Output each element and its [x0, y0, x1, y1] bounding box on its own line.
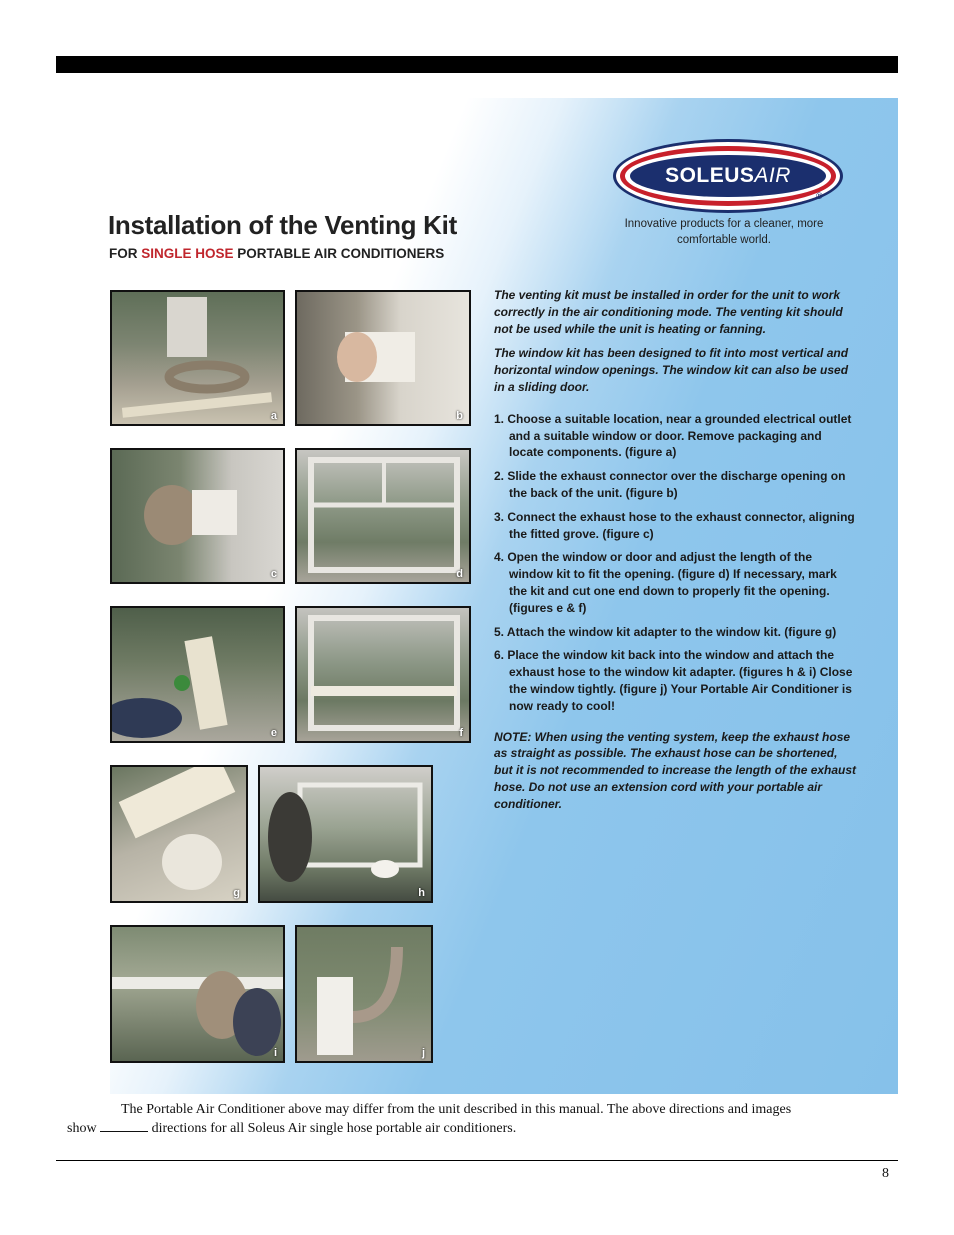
figure-i-scene [112, 927, 283, 1061]
figure-g-scene [112, 767, 246, 901]
top-black-bar [56, 56, 898, 73]
page-subtitle [109, 246, 444, 261]
step-item: 3. Connect the exhaust hose to the exhaust connector, aligning the fitted grove. (figure c) [494, 509, 855, 541]
figure-h-scene [260, 767, 431, 901]
page-title: Installation of the Venting Kit [108, 210, 457, 240]
logo-wordmark [630, 155, 826, 197]
step-item: 4. Open the window or door and adjust the length of the window kit to fit the opening. (figure d) If necessary, mark the kit and cut one end down to properly fit the opening. (figures e & f) [494, 550, 837, 615]
figure-f-scene [297, 608, 469, 741]
figure-b-scene [297, 292, 469, 424]
step-item: 1. Choose a suitable location, near a grounded electrical outlet and a suitable window or door. Remove packaging and locate components. (figure a) [494, 411, 852, 460]
figure-e-scene [112, 608, 283, 741]
figure-h-photo [258, 765, 433, 903]
figure-b-photo [295, 290, 471, 426]
figure-letter: c [270, 568, 277, 580]
logo-brand: SOLEUS [665, 164, 755, 187]
subtitle-post: PORTABLE AIR CONDITIONERS [233, 246, 445, 261]
figure-c-photo [110, 448, 285, 584]
intro-paragraph: The venting kit must be installed in order for the unit to work correctly in the air conditioning mode. The venting kit should not be used while the unit is heating or fanning. [494, 288, 843, 336]
figure-letter: i [273, 1047, 277, 1059]
footer-line-2-pre: show [67, 1121, 97, 1136]
step-item: 5. Attach the window kit adapter to the window kit. (figure g) [494, 624, 837, 639]
figure-j-scene [297, 927, 431, 1061]
figure-letter: f [459, 727, 463, 739]
step-item: 6. Place the window kit back into the window and attach the exhaust hose to the window kit adapter. (figures h & i) Close the window tightly. (figure j) Your Portable Air Conditioner is now ready to cool! [494, 648, 853, 713]
figure-g-photo [110, 765, 248, 903]
footer-line-2 [67, 1119, 887, 1138]
figure-letter: d [456, 568, 463, 580]
page-number: 8 [882, 1166, 889, 1181]
intro-paragraph: The window kit has been designed to fit into most vertical and horizontal window openings. The window kit can also be used in a sliding door. [494, 346, 849, 394]
figure-d-scene [297, 450, 469, 582]
logo-tagline: Innovative products for a cleaner, more comfortable world. [624, 218, 824, 246]
figure-letter: j [421, 1047, 425, 1059]
figure-c-scene [112, 450, 283, 582]
figure-a-scene [112, 292, 283, 424]
registered-mark: ® [816, 191, 823, 201]
figure-letter: a [270, 410, 277, 422]
figure-letter: b [456, 410, 463, 422]
subtitle-pre: FOR [109, 246, 142, 261]
instructions [494, 287, 858, 821]
footer-disclaimer [67, 1101, 887, 1138]
figure-letter: e [270, 727, 277, 739]
footer-rule [56, 1160, 898, 1161]
soleus-air-logo [613, 139, 843, 213]
figure-e-photo [110, 606, 285, 743]
footer-line-1: The Portable Air Conditioner above may differ from the unit described in this manual. The above directions and images [121, 1102, 792, 1117]
fill-in-blank [100, 1119, 148, 1132]
logo-brand-suffix: AIR [754, 164, 791, 187]
figure-i-photo [110, 925, 285, 1063]
steps-list [494, 411, 858, 715]
figure-f-photo [295, 606, 471, 743]
figure-letter: g [233, 887, 240, 899]
note-paragraph: NOTE: When using the venting system, keep the exhaust hose as straight as possible. The exhaust hose can be shortened, but it is not recommended to increase the length of the exhaust hose. Do not use an extension cord with your portable air conditioner. [494, 729, 857, 811]
footer-line-2-post: directions for all Soleus Air single hose portable air conditioners. [151, 1121, 517, 1136]
figure-letter: h [418, 887, 425, 899]
figure-j-photo [295, 925, 433, 1063]
step-item: 2. Slide the exhaust connector over the discharge opening on the back of the unit. (figure b) [494, 469, 846, 500]
subtitle-highlight: SINGLE HOSE [141, 246, 234, 261]
figure-a-photo [110, 290, 285, 426]
figure-d-photo [295, 448, 471, 584]
